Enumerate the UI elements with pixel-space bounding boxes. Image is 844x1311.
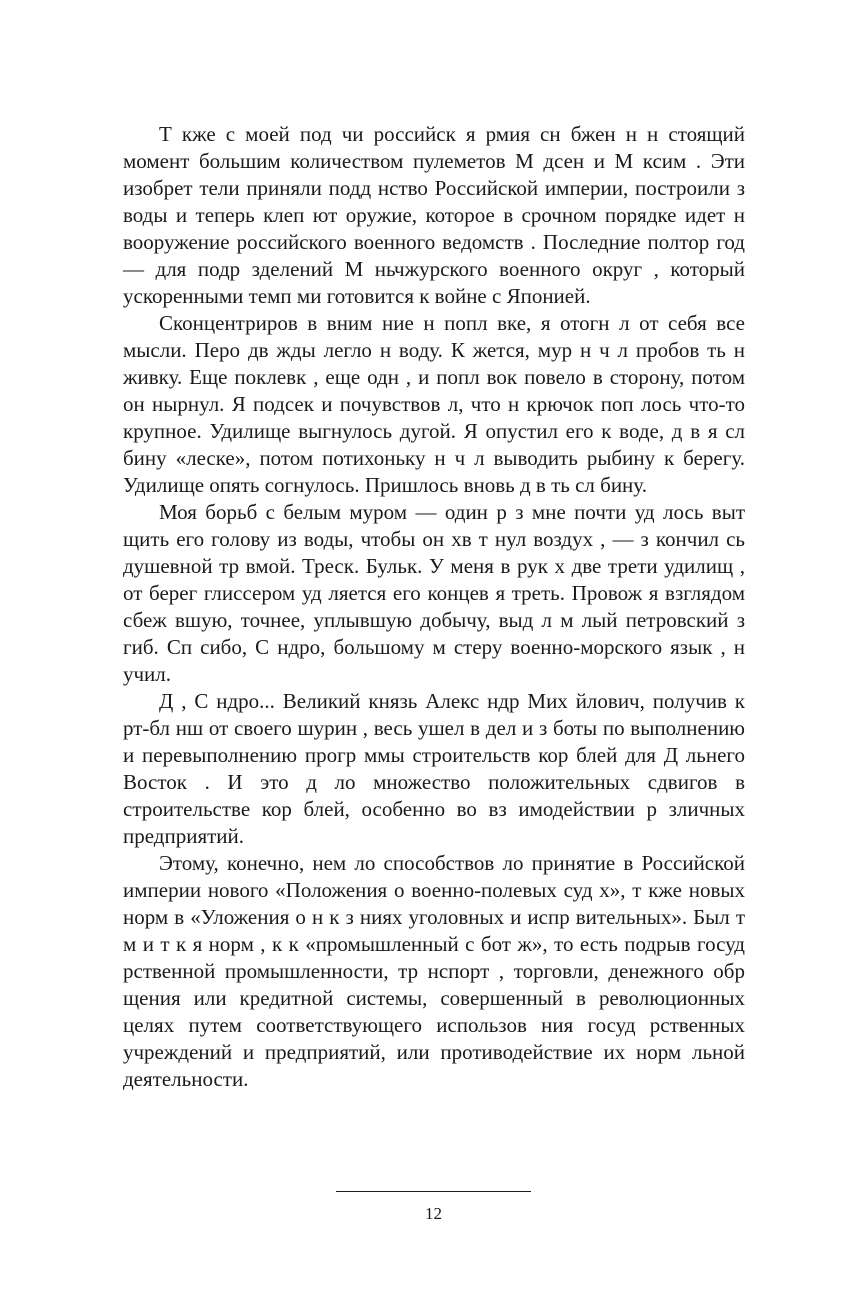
paragraph-1: Т кже с моей под чи российск я рмия сн бжен н н стоящий момент большим количеством пулеметов М дсен и М ксим . Эти изобрет тели приняли подд нство Российской империи, построили з воды и теперь клеп ют оружие, которое в срочном порядке идет н вооружение российского военного ведомств . Последние полтор год — для подр зделений М ньчжурского военного округ , который ускоренными темп ми готовится к войне с Японией.: [123, 122, 745, 308]
paragraph-5: Этому, конечно, нем ло способствов ло принятие в Российской империи нового «Положения о военно-полевых суд х», т кже новых норм в «Уложения о н к з ниях уголовных и испр вительных». Был т м и т к я норм , к к «промышленный с бот ж», то есть подрыв госуд рственной промышленности, тр нспорт , торговли, денежного обр щения или кредитной системы, совершенный в революционных целях путем соответствующего использов ния госуд рственных учреждений и предприятий, или противодействие их норм льной деятельности.: [123, 851, 745, 1091]
paragraph-2: Сконцентриров в вним ние н попл вке, я отогн л от себя все мысли. Перо дв жды легло н воду. К жется, мур н ч л пробов ть н живку. Еще поклевк , еще одн , и попл вок повело в сторону, потом он нырнул. Я подсек и почувствов л, что н крючок поп лось что-то крупное. Удилище выгнулось дугой. Я опустил его к воде, д в я сл бину «леске», потом потихоньку н ч л выводить рыбину к берегу. Удилище опять согнулось. Пришлось вновь д в ть сл бину.: [123, 311, 745, 497]
body-text: [123, 121, 745, 1093]
paragraph-3: Моя борьб с белым муром — один р з мне почти уд лось выт щить его голову из воды, чтобы он хв т нул воздух , — з кончил сь душевной тр вмой. Треск. Бульк. У меня в рук х две трети удилищ , от берег глиссером уд ляется его концев я треть. Провож я взглядом сбеж вшую, точнее, уплывшую добычу, выд л м лый петровский з гиб. Сп сибо, С ндро, большому м стеру военно-морского язык , н учил.: [123, 500, 745, 686]
footer-divider: [336, 1191, 531, 1192]
page-number: 12: [425, 1204, 442, 1223]
paragraph-4: Д , С ндро... Великий князь Алекс ндр Мих йлович, получив к рт-бл нш от своего шурин , весь ушел в дел и з боты по выполнению и перевыполнению прогр ммы строительств кор блей для Д льнего Восток . И это д ло множество положительных сдвигов в строительстве кор блей, особенно во вз имодействии р зличных предприятий.: [123, 689, 745, 848]
